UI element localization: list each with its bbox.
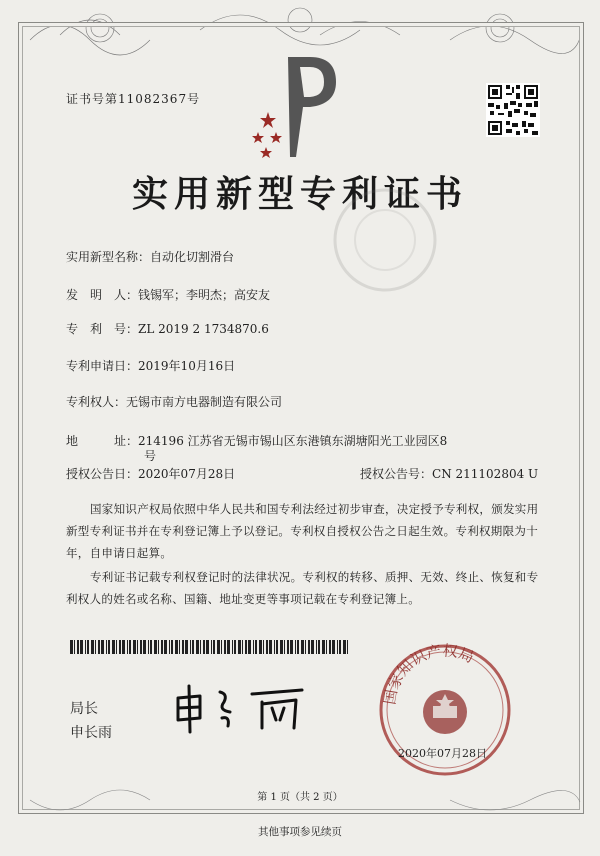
patentee-value: 无锡市南方电器制造有限公司: [126, 395, 283, 409]
director-name: 申长雨: [70, 725, 112, 741]
seal-text: 国家知识产权局: [380, 641, 477, 706]
grant-no-row: [360, 465, 538, 482]
inventor-row: [66, 286, 270, 303]
grant-no-label: 授权公告号：: [360, 467, 433, 481]
grant-date-value: 2020年07月28日: [138, 467, 236, 481]
filing-date-row: [66, 357, 235, 374]
certificate-title: 实用新型专利证书: [131, 173, 468, 215]
utility-model-name-row: [66, 248, 234, 265]
inventor-value: 钱锡军；李明杰；高安友: [138, 288, 271, 302]
grant-statement-paragraph: 国家知识产权局依照中华人民共和国专利法经过初步审查，决定授予专利权，颁发实用新型专利证书并在专利登记簿上予以登记。专利权自授权公告之日起生效。专利权期限为十年，自申请日起算。: [66, 502, 539, 560]
patentee-label: 专利权人：: [66, 395, 127, 409]
watermark-seal: [330, 185, 440, 295]
patent-no-row: [66, 320, 269, 337]
decorative-border-bottom: [0, 780, 600, 820]
utility-model-name-value: 自动化切割滑台: [150, 250, 235, 264]
barcode-icon: [70, 640, 350, 654]
filing-date-label: 专利申请日：: [66, 359, 139, 373]
patent-no-label: 专 利 号：: [66, 322, 139, 336]
address-row: [66, 432, 447, 449]
qr-code-icon: [486, 83, 540, 137]
patentee-row: [66, 393, 282, 410]
inventor-label: 发 明 人：: [66, 288, 139, 302]
address-value-line1: 214196 江苏省无锡市锡山区东港镇东湖塘阳光工业园区8: [138, 434, 448, 448]
grant-date-label: 授权公告日：: [66, 467, 139, 481]
patent-no-value: ZL 2019 2 1734870.6: [138, 322, 269, 336]
address-label: 地 址：: [66, 434, 139, 448]
grant-date-row: [66, 465, 235, 482]
svg-text:国家知识产权局: [381, 642, 477, 706]
grant-no-value: CN 211102804 U: [432, 467, 539, 481]
patent-office-emblem: [248, 52, 338, 162]
handwritten-signature: [170, 680, 310, 736]
page-indicator: 第 1 页（共 2 页）: [257, 792, 343, 803]
footer-note: 其他事项参见续页: [258, 826, 342, 838]
filing-date-value: 2019年10月16日: [138, 359, 236, 373]
utility-model-name-label: 实用新型名称：: [66, 250, 151, 264]
address-value-line2: 号: [144, 449, 157, 463]
seal-date: 2020年07月28日: [398, 747, 487, 760]
certificate-number: 证书号第11082367号: [66, 92, 201, 106]
legal-status-paragraph: 专利证书记载专利权登记时的法律状况。专利权的转移、质押、无效、终止、恢复和专利权人的姓名或名称、国籍、地址变更等事项记载在专利登记簿上。: [66, 570, 539, 606]
director-title: 局长: [70, 701, 98, 717]
